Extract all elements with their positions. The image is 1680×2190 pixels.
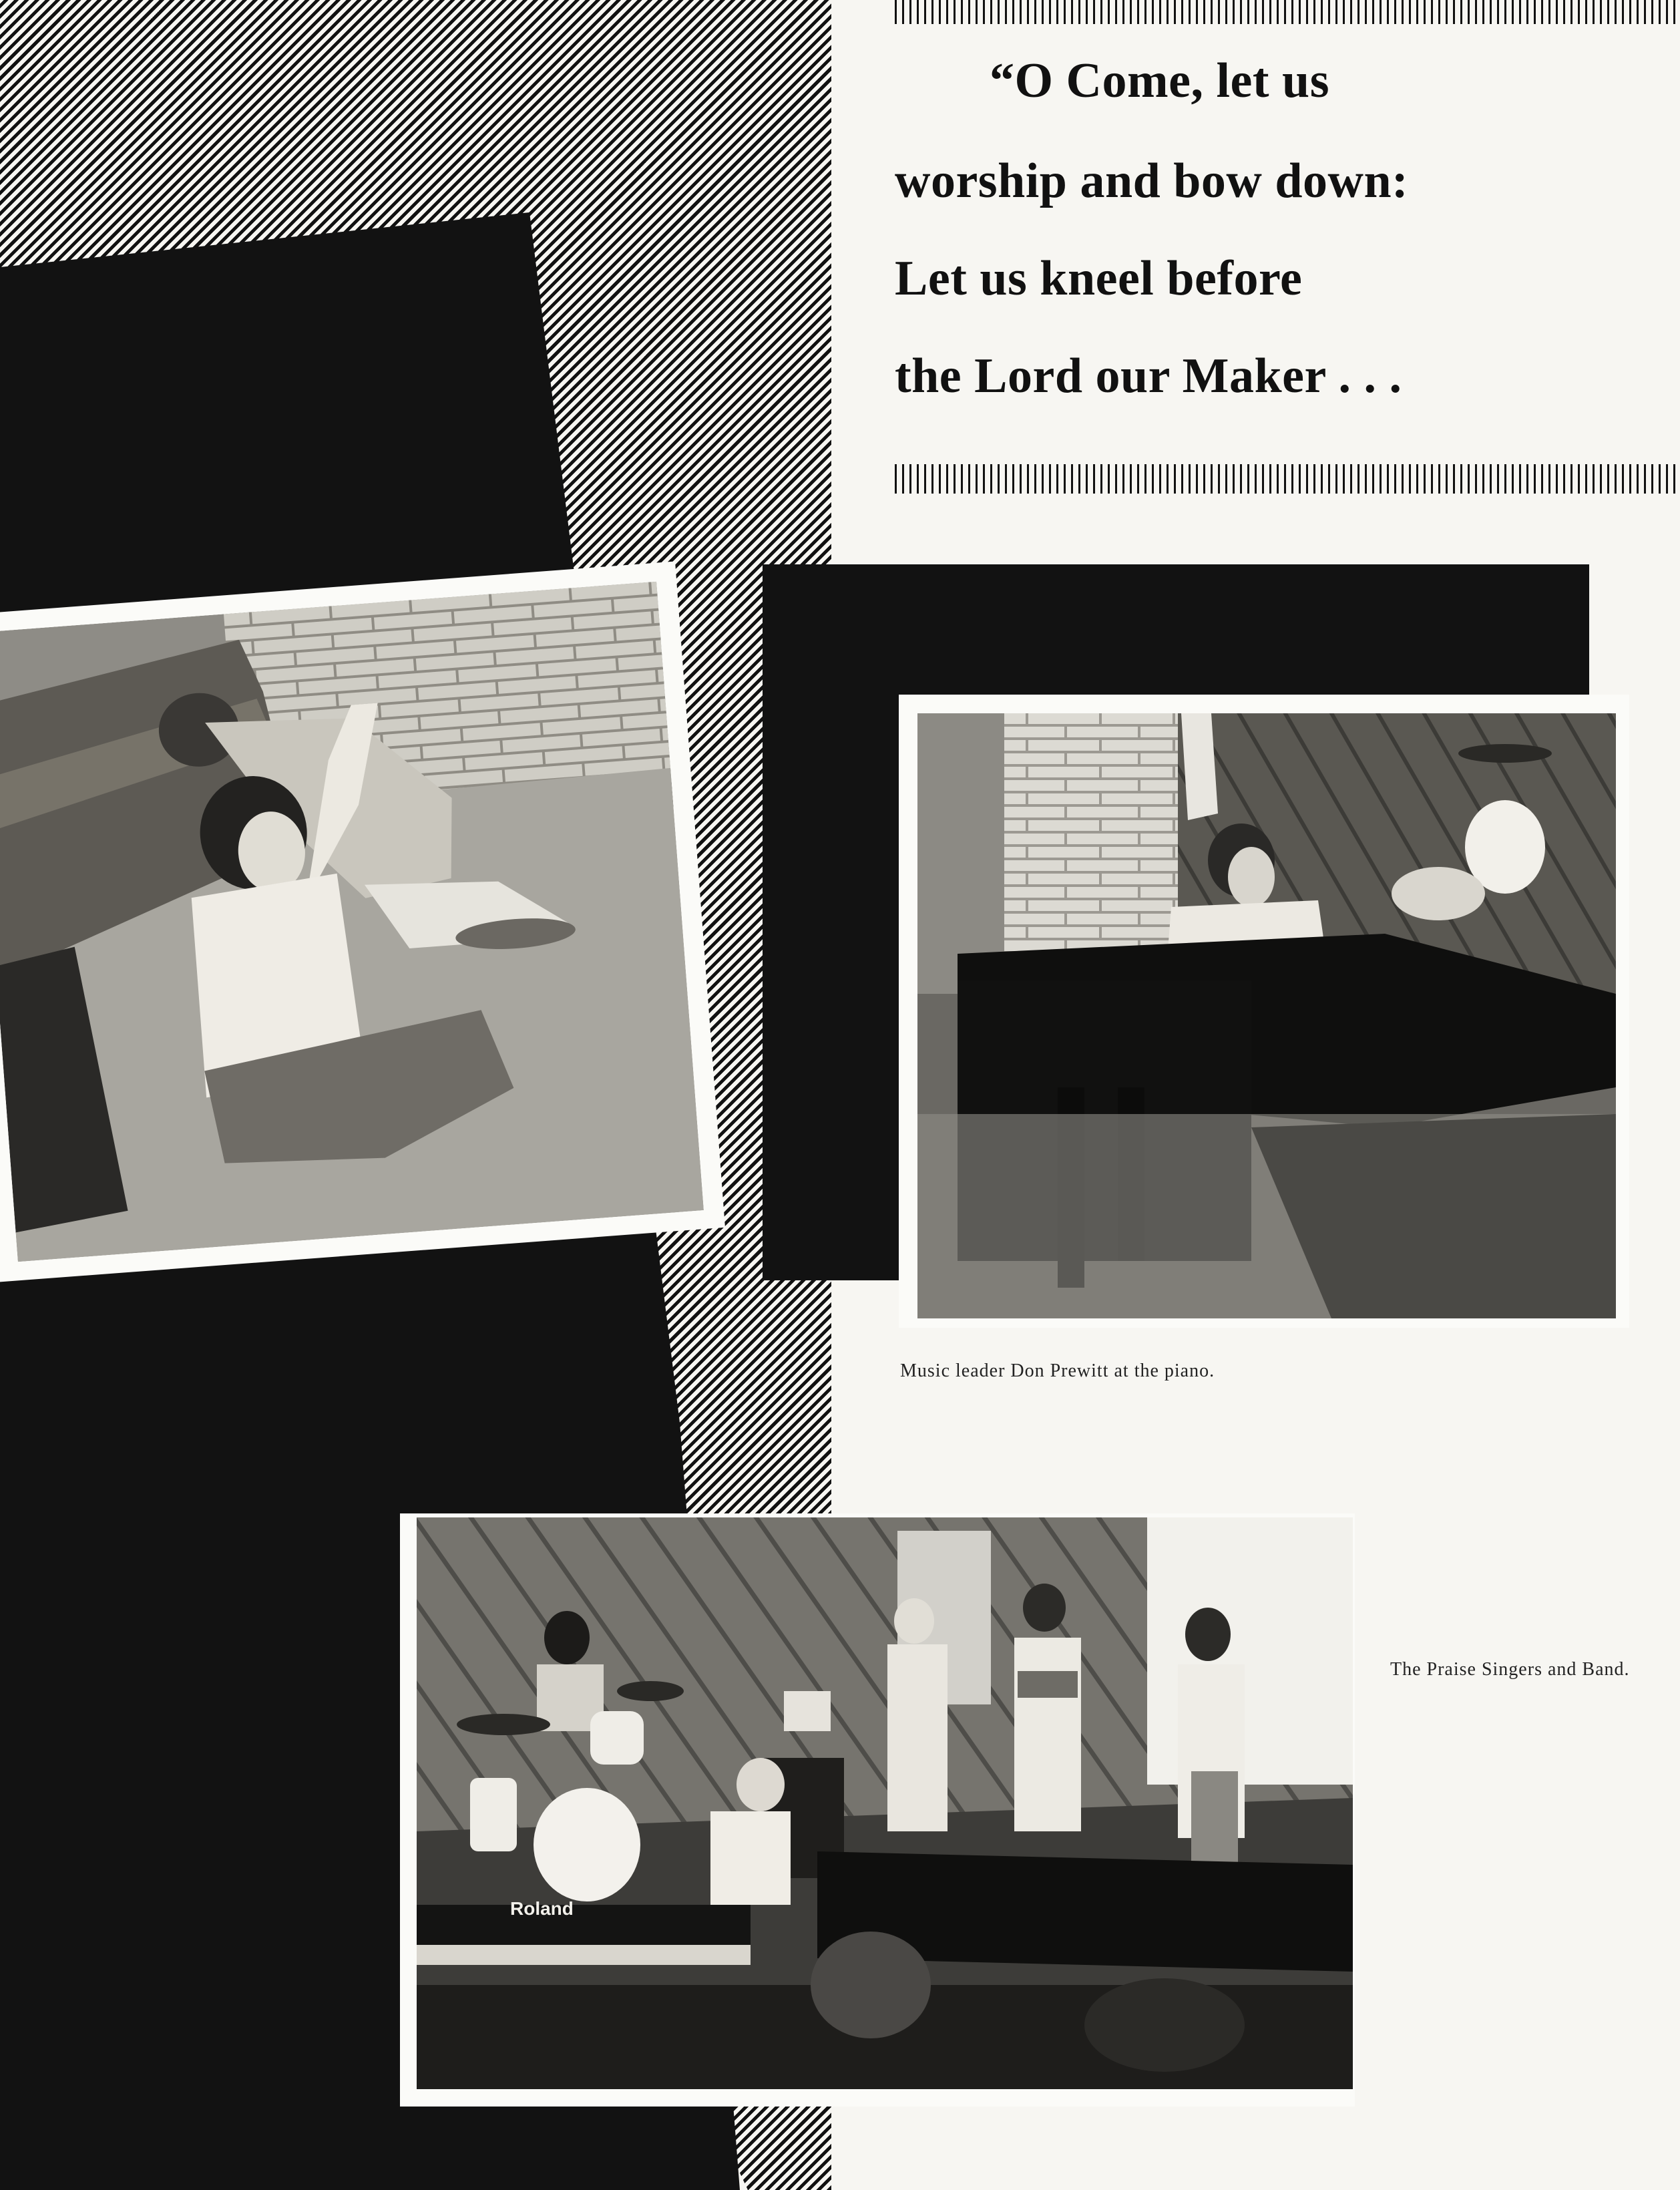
quote-line-2: worship and bow down: — [895, 154, 1409, 208]
quote-line-1: “O Come, let us — [990, 53, 1329, 108]
top-stripe-rule — [895, 0, 1680, 24]
quote-line-4: the Lord our Maker . . . — [895, 349, 1402, 403]
quote-line-3: Let us kneel before — [895, 251, 1303, 306]
kneeling-worshippers-photo — [0, 582, 704, 1262]
piano-player-photo — [917, 713, 1616, 1318]
lower-stripe-rule — [895, 464, 1680, 494]
piano-photo-caption: Music leader Don Prewitt at the piano. — [900, 1360, 1215, 1381]
kneeling-photo-frame — [0, 562, 725, 1282]
praise-band-photo — [417, 1517, 1353, 2089]
band-photo-caption: The Praise Singers and Band. — [1390, 1659, 1630, 1680]
keyboard-brand-label: Roland — [510, 1898, 574, 1919]
